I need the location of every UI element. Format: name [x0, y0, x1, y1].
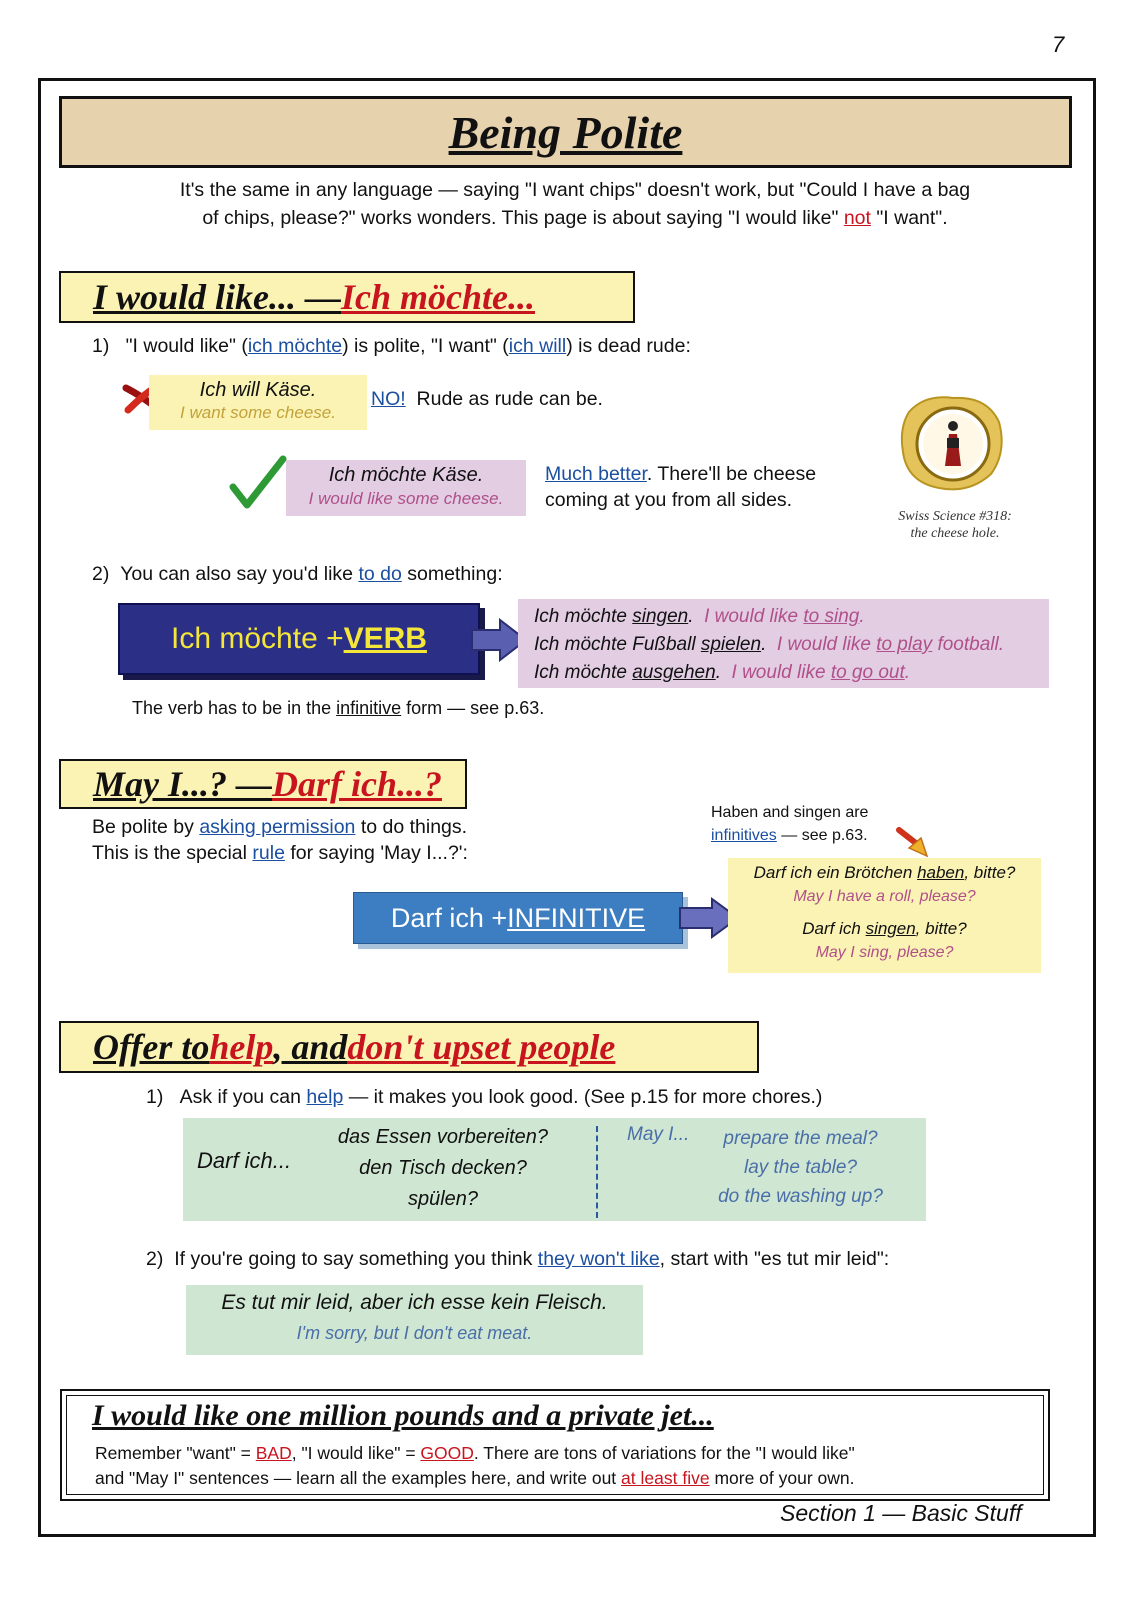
sorry-german: Es tut mir leid, aber ich esse kein Fleisch. — [221, 1291, 608, 1314]
chores-english-list: prepare the meal? lay the table? do the washing up? — [718, 1128, 883, 1207]
page-number: 7 — [1052, 32, 1065, 57]
intro-line-1: It's the same in any language — saying "I want chips" doesn't work, but "Could I have a bag — [179, 179, 971, 201]
infinitive-note: The verb has to be in the infinitive form — see p.63. — [132, 698, 545, 718]
cheese-hole-illustration — [895, 390, 1007, 501]
link-ich-moechte[interactable]: ich möchte — [247, 335, 343, 357]
check-icon — [229, 455, 287, 516]
permission-example-1-german: Darf ich ein Brötchen haben, bitte? — [753, 863, 1016, 882]
no-label: NO! — [371, 388, 406, 410]
good-verdict: Much better. There'll be cheese coming at you from all sides. — [545, 463, 817, 511]
chores-german-lead: Darf ich... — [197, 1148, 292, 1173]
link-to-do[interactable]: to do — [358, 563, 402, 585]
section-footer: Section 1 — Basic Stuff — [780, 1500, 1022, 1526]
point-2-sorry: 2) If you're going to say something you think they won't like, start with "es tut mir leid": — [146, 1248, 890, 1270]
sorry-english: I'm sorry, but I don't eat meat. — [296, 1323, 533, 1343]
verb-example-3: Ich möchte ausgehen. I would like to go out. — [534, 662, 911, 683]
intro-paragraph — [110, 176, 1040, 232]
verb-examples-box — [518, 599, 1049, 688]
section-heading-would-like: I would like... — Ich möchte... — [59, 271, 635, 323]
point-1-rude: 1) "I would like" (ich möchte) is polite, "I want" (ich will) is dead rude: — [92, 335, 691, 357]
bad-verdict: NO! Rude as rude can be. — [371, 388, 603, 410]
link-asking-permission[interactable]: asking permission — [199, 816, 356, 838]
good-english: I would like some cheese. — [308, 489, 504, 508]
verb-example-1: Ich möchte singen. I would like to sing. — [534, 606, 865, 627]
not-word: not — [843, 207, 871, 229]
chores-divider — [596, 1126, 598, 1218]
verb-example-2: Ich möchte Fußball spielen. I would like to play football. — [534, 634, 1004, 655]
verb-formula-banner: Ich möchte + VERB — [118, 603, 480, 675]
link-they-wont-like[interactable]: they won't like — [537, 1248, 660, 1270]
link-infinitives[interactable]: infinitives — [711, 827, 777, 844]
chores-german-list: das Essen vorbereiten? den Tisch decken? spülen? — [337, 1126, 549, 1210]
much-better-label: Much better — [545, 463, 647, 485]
bad-german: Ich will Käse. — [199, 379, 317, 401]
infinitive-word: INFINITIVE — [507, 902, 646, 933]
permission-example-2-english: May I sing, please? — [815, 944, 954, 961]
chores-english-lead: May I... — [627, 1124, 690, 1145]
section-heading-offer-help: Offer to help , and don't upset people — [59, 1021, 759, 1073]
summary-heading: I would like one million pounds and a private jet... — [92, 1399, 714, 1432]
section-heading-may-i: May I...? — Darf ich...? — [59, 759, 467, 809]
permission-example-2-german: Darf ich singen, bitte? — [802, 919, 967, 938]
intro-line-2: of chips, please?" works wonders. This page is about saying "I would like" not "I want". — [202, 207, 948, 229]
good-german: Ich möchte Käse. — [328, 464, 484, 486]
at-least-five: at least five — [621, 1468, 710, 1488]
permission-examples-box — [728, 858, 1041, 973]
permission-example-1-english: May I have a roll, please? — [793, 888, 976, 905]
verb-word: VERB — [343, 622, 427, 655]
link-rule[interactable]: rule — [252, 842, 285, 864]
permission-intro: Be polite by asking permission to do things. This is the special rule for saying 'May I...?': — [92, 816, 468, 864]
good-word: GOOD — [420, 1443, 474, 1463]
link-help[interactable]: help — [306, 1086, 344, 1108]
bad-example-box — [149, 375, 367, 430]
infinitive-formula-banner: Darf ich + INFINITIVE — [353, 892, 683, 944]
bad-word: BAD — [255, 1443, 292, 1463]
chores-box — [183, 1118, 926, 1221]
sorry-box — [186, 1285, 643, 1355]
cheese-caption: Swiss Science #318: the cheese hole. — [898, 509, 1012, 541]
point-2-to-do: 2) You can also say you'd like to do something: — [92, 563, 503, 585]
good-example-box — [286, 460, 526, 516]
point-1-help: 1) Ask if you can help — it makes you look good. (See p.15 for more chores.) — [146, 1086, 823, 1108]
page-title: Being Polite — [448, 106, 683, 158]
infinitives-side-note: Haben and singen are infinitives — see p.63. — [711, 804, 869, 844]
link-ich-will[interactable]: ich will — [508, 335, 567, 357]
bad-english: I want some cheese. — [180, 403, 336, 422]
summary-text: Remember "want" = BAD, "I would like" = GOOD. There are tons of variations for the "I would like" and "May I" sentences — learn all the examples here, and write out at least five more of your own. — [95, 1443, 855, 1488]
title-bar — [59, 96, 1072, 168]
